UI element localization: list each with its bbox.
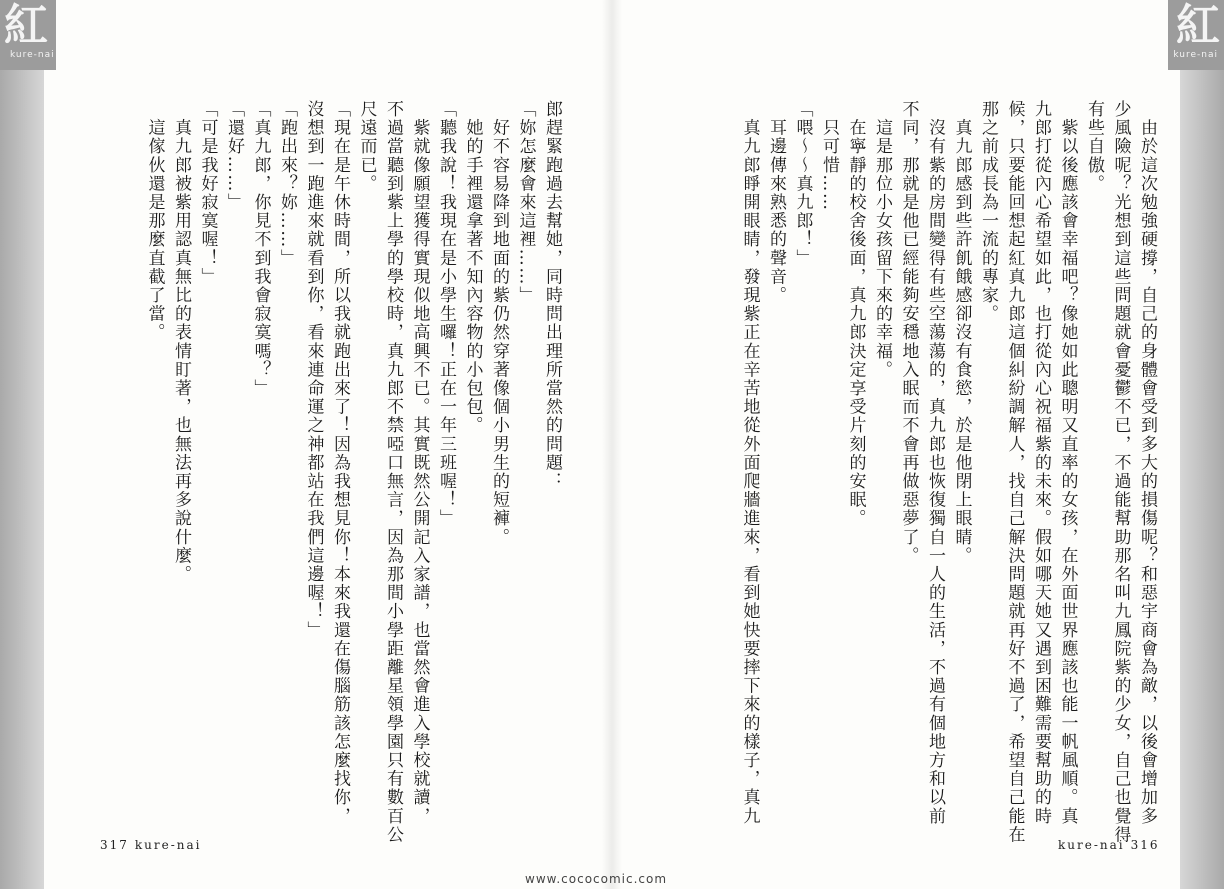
series-name-right: kure-nai <box>1058 838 1125 852</box>
right-logo-block <box>1168 0 1224 70</box>
text-line: 由於這次勉強硬撐，自己的身體會受到多大的損傷呢？和惡宇商會為敵，以後會增加多 <box>1137 100 1157 826</box>
text-line: 九郎打從內心希望如此，也打從內心祝福紫的未來。假如哪天她又遇到困難需要幫助的時 <box>1031 100 1051 826</box>
logo-sub-right: kure-nai <box>1173 50 1218 60</box>
text-line: 「喂～～真九郎！」 <box>792 100 813 268</box>
text-line: 她的手裡還拿著不知內容物的小包包。 <box>462 100 483 435</box>
page-317-text <box>141 100 565 844</box>
text-line: 「跑出來？妳……」 <box>277 100 297 268</box>
text-line: 在寧靜的校舍後面，真九郎決定享受片刻的安眠。 <box>845 100 866 528</box>
text-line: 那之前成長為一流的專家。 <box>978 100 998 324</box>
logo-mark-right: 紅 <box>1176 0 1220 51</box>
folio-left <box>100 838 202 852</box>
text-line: 真九郎被紫用認真無比的表情盯著，也無法再多說什麼。 <box>171 100 191 584</box>
text-line: 「現在是午休時間，所以我就跑出來了！因為我想見你！本來我還在傷腦筋該怎麼找你， <box>330 100 350 826</box>
page-316 <box>700 100 1160 844</box>
text-line: 真九郎睜開眼睛，發現紫正在辛苦地從外面爬牆進來，看到她快要摔下來的樣子，真九 <box>739 100 760 826</box>
text-line: 好不容易降到地面的紫仍然穿著像個小男生的短褲。 <box>489 100 509 547</box>
text-line: 不同，那就是他已經能夠安穩地入眠而不會再做惡夢了。 <box>898 100 919 565</box>
text-line: 郎趕緊跑過去幫她，同時問出理所當然的問題： <box>542 100 562 491</box>
page-number-left: 317 <box>100 838 129 852</box>
text-line: 「妳怎麼會來這裡……」 <box>515 100 536 305</box>
text-line: 「真九郎，你見不到我會寂寞嗎？」 <box>250 100 271 398</box>
right-side-bar <box>1180 0 1224 889</box>
text-line: 尺遠而已。 <box>356 100 377 193</box>
text-line: 這傢伙還是那麼直截了當。 <box>144 100 165 342</box>
text-line: 「可是我好寂寞喔！」 <box>197 100 218 286</box>
page-gutter <box>602 0 622 889</box>
text-line: 真九郎感到些許飢餓感卻沒有食慾，於是他閉上眼睛。 <box>951 100 972 565</box>
text-line: 候，只要能回想起紅真九郎這個糾紛調解人，找自己解決問題就再好不過了，希望自己能在 <box>1004 100 1025 844</box>
text-line: 「聽我說！我現在是小學生囉！正在一年三班喔！」 <box>436 100 456 528</box>
text-line: 只可惜…… <box>819 100 839 212</box>
text-line: 不過當聽到紫上學的學校時，真九郎不禁啞口無言，因為那間小學距離星領學園只有數百公 <box>383 100 403 844</box>
text-line: 耳邊傳來熟悉的聲音。 <box>766 100 786 305</box>
series-name-left: kure-nai <box>134 838 202 852</box>
page-number-right: 316 <box>1130 838 1160 852</box>
text-line: 「還好……」 <box>224 100 244 212</box>
watermark-text: www.cococomic.com <box>525 872 668 886</box>
logo-mark-left: 紅 <box>4 0 48 51</box>
text-line: 有些自傲。 <box>1084 100 1104 193</box>
text-line: 沒有紫的房間變得有些空蕩蕩的，真九郎也恢復獨自一人的生活，不過有個地方和以前 <box>925 100 945 826</box>
folio-right <box>1058 838 1160 852</box>
left-side-bar <box>0 0 44 889</box>
text-line: 沒想到一跑進來就看到你，看來連命運之神都站在我們這邊喔！」 <box>303 100 324 640</box>
text-line: 紫就像願望獲得實現似地高興不已。其實既然公開記入家譜，也當然會進入學校就讀， <box>409 100 430 826</box>
page-317 <box>105 100 565 844</box>
logo-sub-left: kure-nai <box>10 50 55 60</box>
text-line: 這是那位小女孩留下來的幸福。 <box>872 100 892 379</box>
page-316-text <box>736 100 1160 844</box>
left-logo-block <box>0 0 56 70</box>
text-line: 少風險呢？光想到這些問題就會憂鬱不已，不過能幫助那名叫九鳳院紫的少女，自己也覺得 <box>1110 100 1131 844</box>
text-line: 紫以後應該會幸福吧？像她如此聰明又直率的女孩，在外面世界應該也能一帆風順。真 <box>1057 100 1078 826</box>
